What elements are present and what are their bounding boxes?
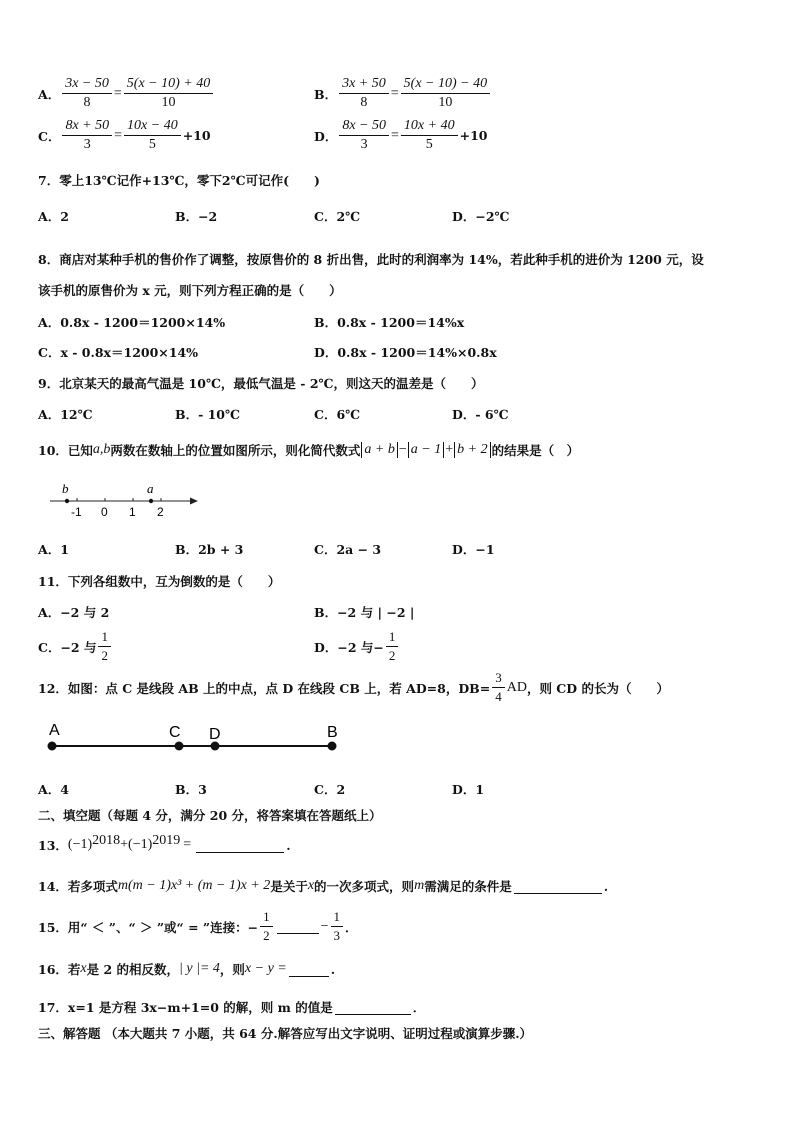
q8-option-a: A．0.8x - 1200＝1200×14%	[38, 315, 226, 330]
q13: 13． (−1) $^{2018}$ + (−1) $^{2019}$ = .	[38, 833, 291, 853]
q11-option-b: B．−2 与 | −2 |	[314, 605, 415, 620]
fraction: $\frac{1}{2}$	[98, 629, 111, 664]
q14: 14．若多项式 m(m − 1)x³ + (m − 1)x + 2 是关于 x 的一次多项式，则 m 需满足的条件是 .	[38, 878, 609, 894]
point-b	[328, 742, 337, 751]
q9-option-d: D．- 6℃	[452, 407, 509, 422]
q6-option-b: B． $\frac{3x + 50}{8}$ = $\frac{5(x - 10) - 40}{10}$	[314, 76, 492, 111]
q6-option-d: D． $\frac{8x - 50}{3}$ = $\frac{10x + 40}{5}$ +10	[314, 118, 488, 152]
q10-option-c: C．2a − 3	[314, 542, 382, 557]
fraction: $\frac{8x + 50}{3}$	[62, 118, 112, 153]
answer-blank[interactable]	[335, 1000, 411, 1015]
fraction: $\frac{3}{4}$	[492, 670, 505, 705]
q8-option-b: B．0.8x - 1200＝14%x	[314, 315, 465, 330]
segment-figure	[40, 718, 350, 758]
point-a	[149, 499, 153, 503]
tick-label: 0	[101, 505, 108, 519]
fraction: $\frac{8x - 50}{3}$	[339, 118, 389, 153]
q11-stem: 11．下列各组数中，互为倒数的是（ ）	[38, 574, 281, 589]
point-label-b: B	[327, 724, 338, 741]
q9-option-c: C．6℃	[314, 407, 361, 422]
q17: 17．x=1 是方程 3x−m+1=0 的解，则 m 的值是 ．	[38, 1000, 426, 1015]
q12-option-d: D．1	[452, 782, 485, 797]
tick-label: -1	[71, 505, 82, 519]
q7-option-d: D．−2℃	[452, 209, 510, 224]
fraction: $\frac{10x - 40}{5}$	[124, 118, 181, 153]
q7-option-a: A．2	[38, 209, 69, 224]
q11-option-a: A．−2 与 2	[38, 605, 110, 620]
q9-option-b: B．- 10℃	[175, 407, 240, 422]
q7-option-c: C．2℃	[314, 209, 361, 224]
answer-blank[interactable]	[514, 879, 602, 894]
q8-stem-line2: 该手机的原售价为 x 元，则下列方程正确的是（ ）	[38, 283, 342, 298]
point-label-a: A	[49, 722, 60, 739]
number-line-figure	[44, 478, 204, 522]
fraction: $\frac{5(x - 10) + 40}{10}$	[124, 76, 213, 111]
q10-option-d: D．−1	[452, 542, 495, 557]
point-a	[48, 742, 57, 751]
point-label-d: D	[209, 726, 221, 743]
tick-label: 2	[157, 505, 164, 519]
point-label-b: b	[62, 481, 69, 496]
tick-label: 1	[129, 505, 136, 519]
fraction: $\frac{1}{3}$	[331, 909, 344, 944]
q6-option-c: C． $\frac{8x + 50}{3}$ = $\frac{10x - 40}{5}$ +10	[38, 118, 211, 152]
answer-blank[interactable]	[277, 919, 319, 934]
answer-blank[interactable]	[196, 838, 284, 853]
point-label-c: C	[169, 724, 181, 741]
arrow-right-icon	[190, 498, 198, 505]
q7-stem: 7．零上13℃记作+13℃，零下2℃可记作( )	[38, 173, 320, 188]
point-c	[175, 742, 184, 751]
q10-option-a: A．1	[38, 542, 69, 557]
point-label-a: a	[147, 481, 154, 496]
q8-stem-line1: 8．商店对某种手机的售价作了调整，按原售价的 8 折出售，此时的利润率为 14%，若此种手机的进价为 1200 元，设	[38, 252, 704, 267]
q15: 15．用“ ＜ ”、“ ＞ ”或“ = ”连接：− $\frac{1}{2}$ − $\frac{1}{3}$ ．	[38, 909, 358, 943]
q16: 16．若 x 是 2 的相反数， | y |= 4 ，则 x − y = .	[38, 961, 336, 977]
q12-stem: 12．如图：点 C 是线段 AB 上的中点，点 D 在线段 CB 上，若 AD=8，DB= $\frac{3}{4}$ AD ，则 CD 的长为（ ）	[38, 670, 669, 704]
q10-option-b: B．2b + 3	[175, 542, 244, 557]
q11-option-c: C．−2 与 $\frac{1}{2}$	[38, 629, 113, 664]
fraction: $\frac{1}{2}$	[260, 909, 273, 944]
q6-option-a: A． $\frac{3x - 50}{8}$ = $\frac{5(x - 10) + 40}{10}$	[38, 76, 215, 111]
fraction: $\frac{5(x - 10) - 40}{10}$	[401, 76, 490, 111]
fraction: $\frac{1}{2}$	[386, 629, 399, 664]
q10-stem: 10．已知 a,b 两数在数轴上的位置如图所示，则化简代数式 a + b − a − 1 + b + 2 的结果是（ ）	[38, 442, 580, 458]
point-b	[65, 499, 69, 503]
section-3-title: 三、解答题 （本大题共 7 小题，共 64 分.解答应写出文字说明、证明过程或演算步骤.）	[38, 1026, 533, 1041]
q12-option-b: B．3	[175, 782, 207, 797]
q7-option-b: B．−2	[175, 209, 218, 224]
section-2-title: 二、填空题（每题 4 分，满分 20 分，将答案填在答题纸上）	[38, 808, 382, 823]
q8-option-d: D．0.8x - 1200＝14%×0.8x	[314, 345, 497, 360]
fraction: $\frac{10x + 40}{5}$	[401, 118, 458, 153]
fraction: $\frac{3x - 50}{8}$	[62, 76, 112, 111]
q12-option-a: A．4	[38, 782, 69, 797]
q9-stem: 9．北京某天的最高气温是 10℃，最低气温是 - 2℃，则这天的温差是（ ）	[38, 376, 484, 391]
q11-option-d: D．−2 与− $\frac{1}{2}$	[314, 629, 400, 664]
fraction: $\frac{3x + 50}{8}$	[339, 76, 389, 111]
q12-option-c: C．2	[314, 782, 346, 797]
answer-blank[interactable]	[289, 962, 329, 977]
q8-option-c: C．x - 0.8x＝1200×14%	[38, 345, 199, 360]
q9-option-a: A．12℃	[38, 407, 93, 422]
